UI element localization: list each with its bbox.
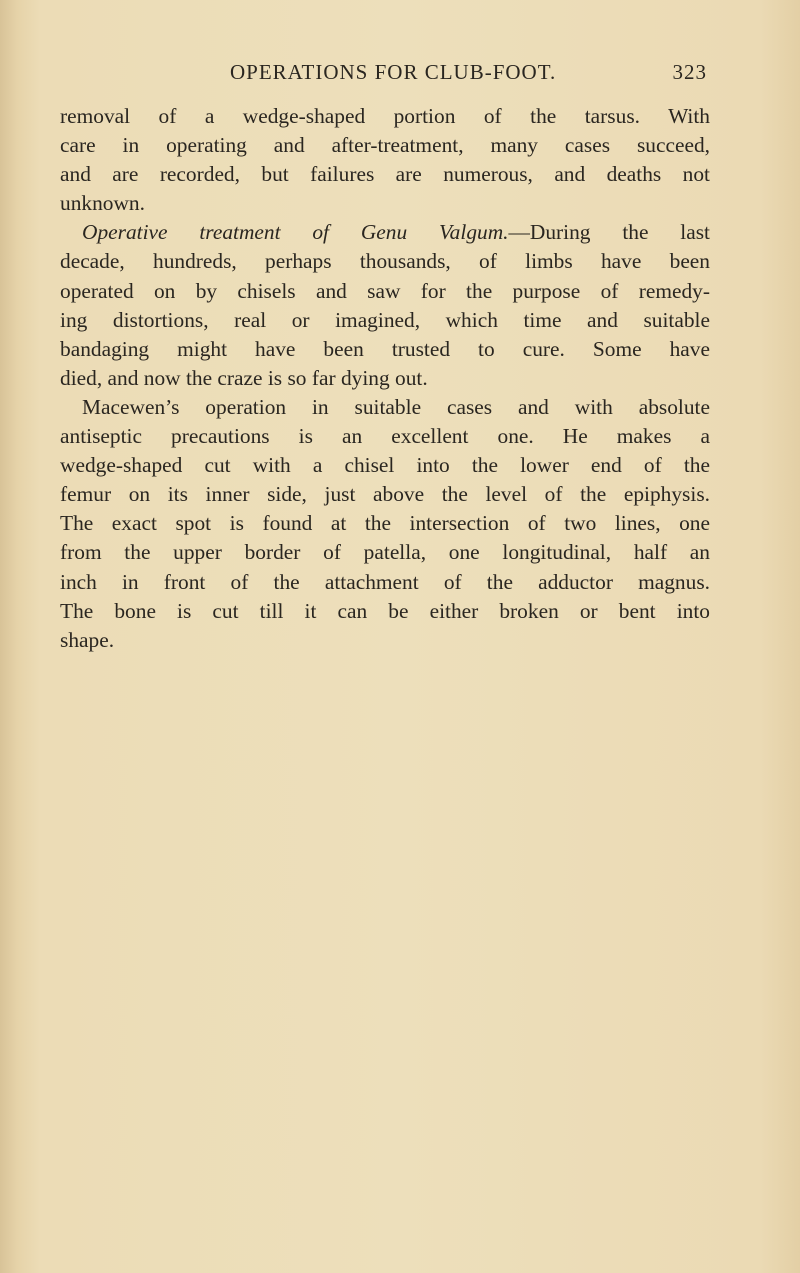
running-head	[0, 60, 800, 90]
text-line: removal of a wedge-shaped portion of the tarsus. With	[60, 104, 710, 128]
running-title: OPERATIONS FOR CLUB-FOOT.	[230, 60, 557, 84]
text-line: inch in front of the attachment of the adductor magnus.	[60, 569, 710, 594]
body-text	[60, 102, 710, 655]
text-line: The bone is cut till it can be either broken or bent into	[60, 598, 710, 623]
page-number: 323	[672, 60, 707, 84]
paragraph-1	[60, 102, 710, 218]
text-line: bandaging might have been trusted to cure. Some have	[60, 336, 710, 361]
text-line: decade, hundreds, perhaps thousands, of limbs have been	[60, 249, 710, 274]
text-line	[60, 218, 710, 247]
text-line: care in operating and after-treatment, many cases succeed,	[60, 133, 710, 158]
text-line: and are recorded, but failures are numerous, and deaths not	[60, 162, 710, 187]
paragraph-2	[60, 218, 710, 393]
text-line: shape.	[60, 627, 115, 652]
section-heading: Operative treatment of Genu Valgum.	[82, 220, 509, 245]
text-line: unknown.	[60, 191, 145, 216]
text-line: Macewen’s operation in suitable cases and with absolute	[82, 394, 710, 419]
text-line: The exact spot is found at the intersection of two lines, one	[60, 511, 710, 536]
text-run: —During the last	[508, 220, 710, 245]
text-line: ing distortions, real or imagined, which time and suitable	[60, 307, 710, 332]
text-line: antiseptic precautions is an excellent one. He makes a	[60, 424, 710, 449]
paragraph-3	[60, 393, 710, 655]
text-line: wedge-shaped cut with a chisel into the lower end of the	[60, 453, 710, 478]
text-line: from the upper border of patella, one longitudinal, half an	[60, 540, 710, 565]
text-line: died, and now the craze is so far dying out.	[60, 365, 428, 390]
text-line: operated on by chisels and saw for the purpose of remedy-	[60, 278, 710, 303]
text-line: femur on its inner side, just above the level of the epiphysis.	[60, 482, 710, 507]
